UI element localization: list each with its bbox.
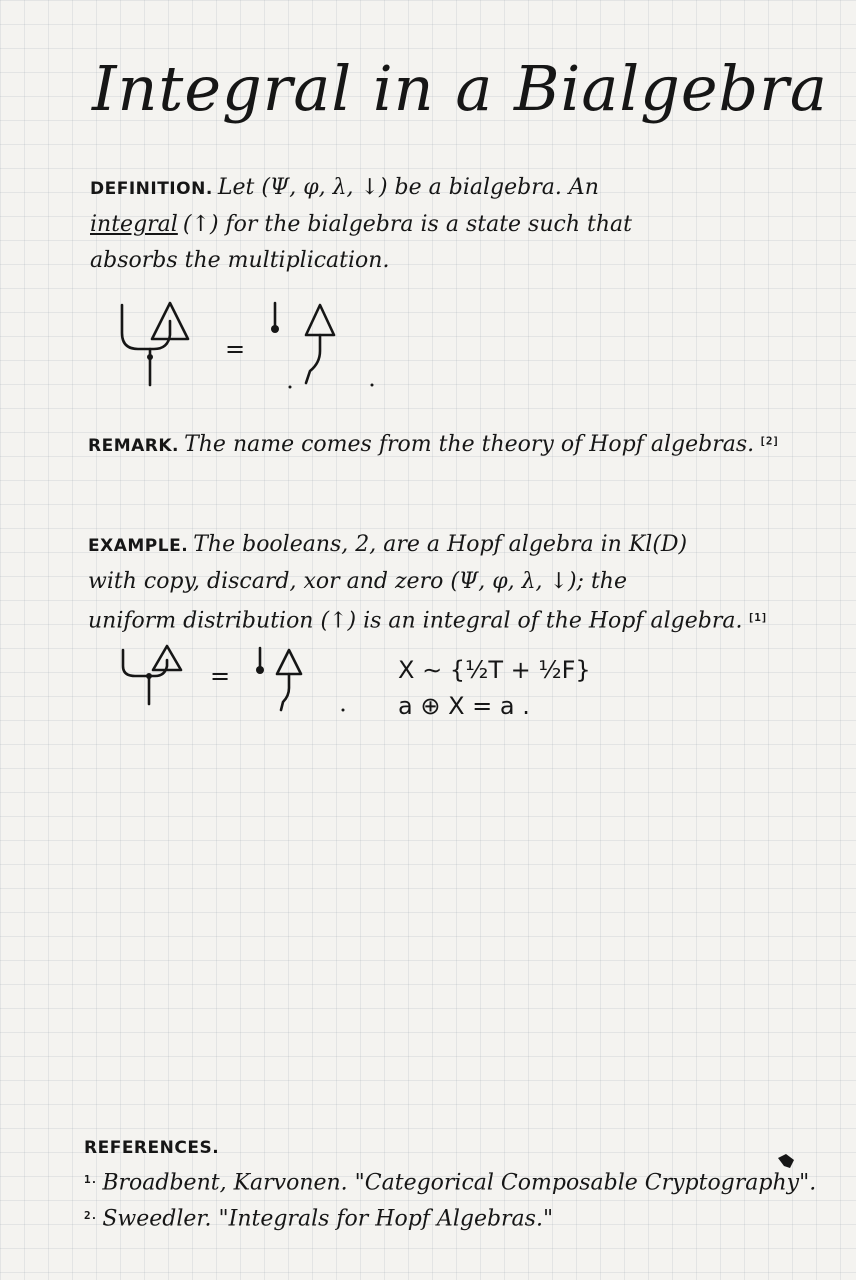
ink-blot bbox=[776, 1152, 796, 1172]
references-label: REFERENCES. bbox=[84, 1138, 220, 1158]
remark-text: The name comes from the theory of Hopf algebras. bbox=[184, 432, 755, 457]
example-block bbox=[88, 527, 828, 639]
reference-text: Sweedler. "Integrals for Hopf Algebras." bbox=[102, 1206, 554, 1232]
definition-line-1: Let (Ψ, φ, λ, ↓) be a bialgebra. An bbox=[217, 175, 599, 200]
page-title: Integral in a Bialgebra bbox=[92, 52, 828, 125]
reference-number: 1. bbox=[84, 1173, 98, 1186]
definition-label: DEFINITION. bbox=[90, 179, 213, 199]
example-line-1: The booleans, 2, are a Hopf algebra in Kl(D) bbox=[193, 532, 688, 557]
integral-diagram-definition bbox=[110, 285, 410, 395]
remark-label: REMARK. bbox=[88, 436, 179, 456]
definition-line-3: absorbs the multiplication. bbox=[90, 248, 390, 273]
example-discard-with-integral bbox=[256, 648, 345, 712]
example-citation: [1] bbox=[747, 611, 768, 624]
references-block bbox=[84, 1138, 824, 1237]
example-line-3: uniform distribution (↑) is an integral of the Hopf algebra. bbox=[88, 608, 743, 634]
example-line-2: with copy, discard, xor and zero (Ψ, φ, λ, ↓); the bbox=[88, 569, 627, 594]
discard-with-integral-rhs bbox=[271, 303, 374, 389]
example-math-distribution: X ∼ {½T + ½F} bbox=[398, 656, 591, 684]
reference-number: 2. bbox=[84, 1209, 98, 1223]
example-math-xor-identity: a ⊕ X = a . bbox=[398, 692, 530, 720]
multiplication-with-integral-lhs bbox=[122, 303, 188, 385]
example-equals-sign: = bbox=[210, 662, 231, 690]
definition-line-2: (↑) for the bialgebra is a state such that bbox=[182, 212, 632, 237]
reference-item bbox=[84, 1200, 824, 1236]
integral-term: integral bbox=[90, 212, 178, 237]
equals-sign: = bbox=[225, 335, 246, 363]
integral-diagram-example bbox=[115, 638, 375, 718]
remark-citation: [2] bbox=[759, 434, 780, 448]
reference-text: Broadbent, Karvonen. "Categorical Composable Cryptography". bbox=[102, 1170, 817, 1196]
reference-item bbox=[84, 1164, 824, 1200]
example-multiplication-with-integral bbox=[123, 646, 181, 704]
definition-block bbox=[90, 170, 810, 279]
remark-block bbox=[88, 432, 779, 457]
example-label: EXAMPLE. bbox=[88, 536, 189, 556]
